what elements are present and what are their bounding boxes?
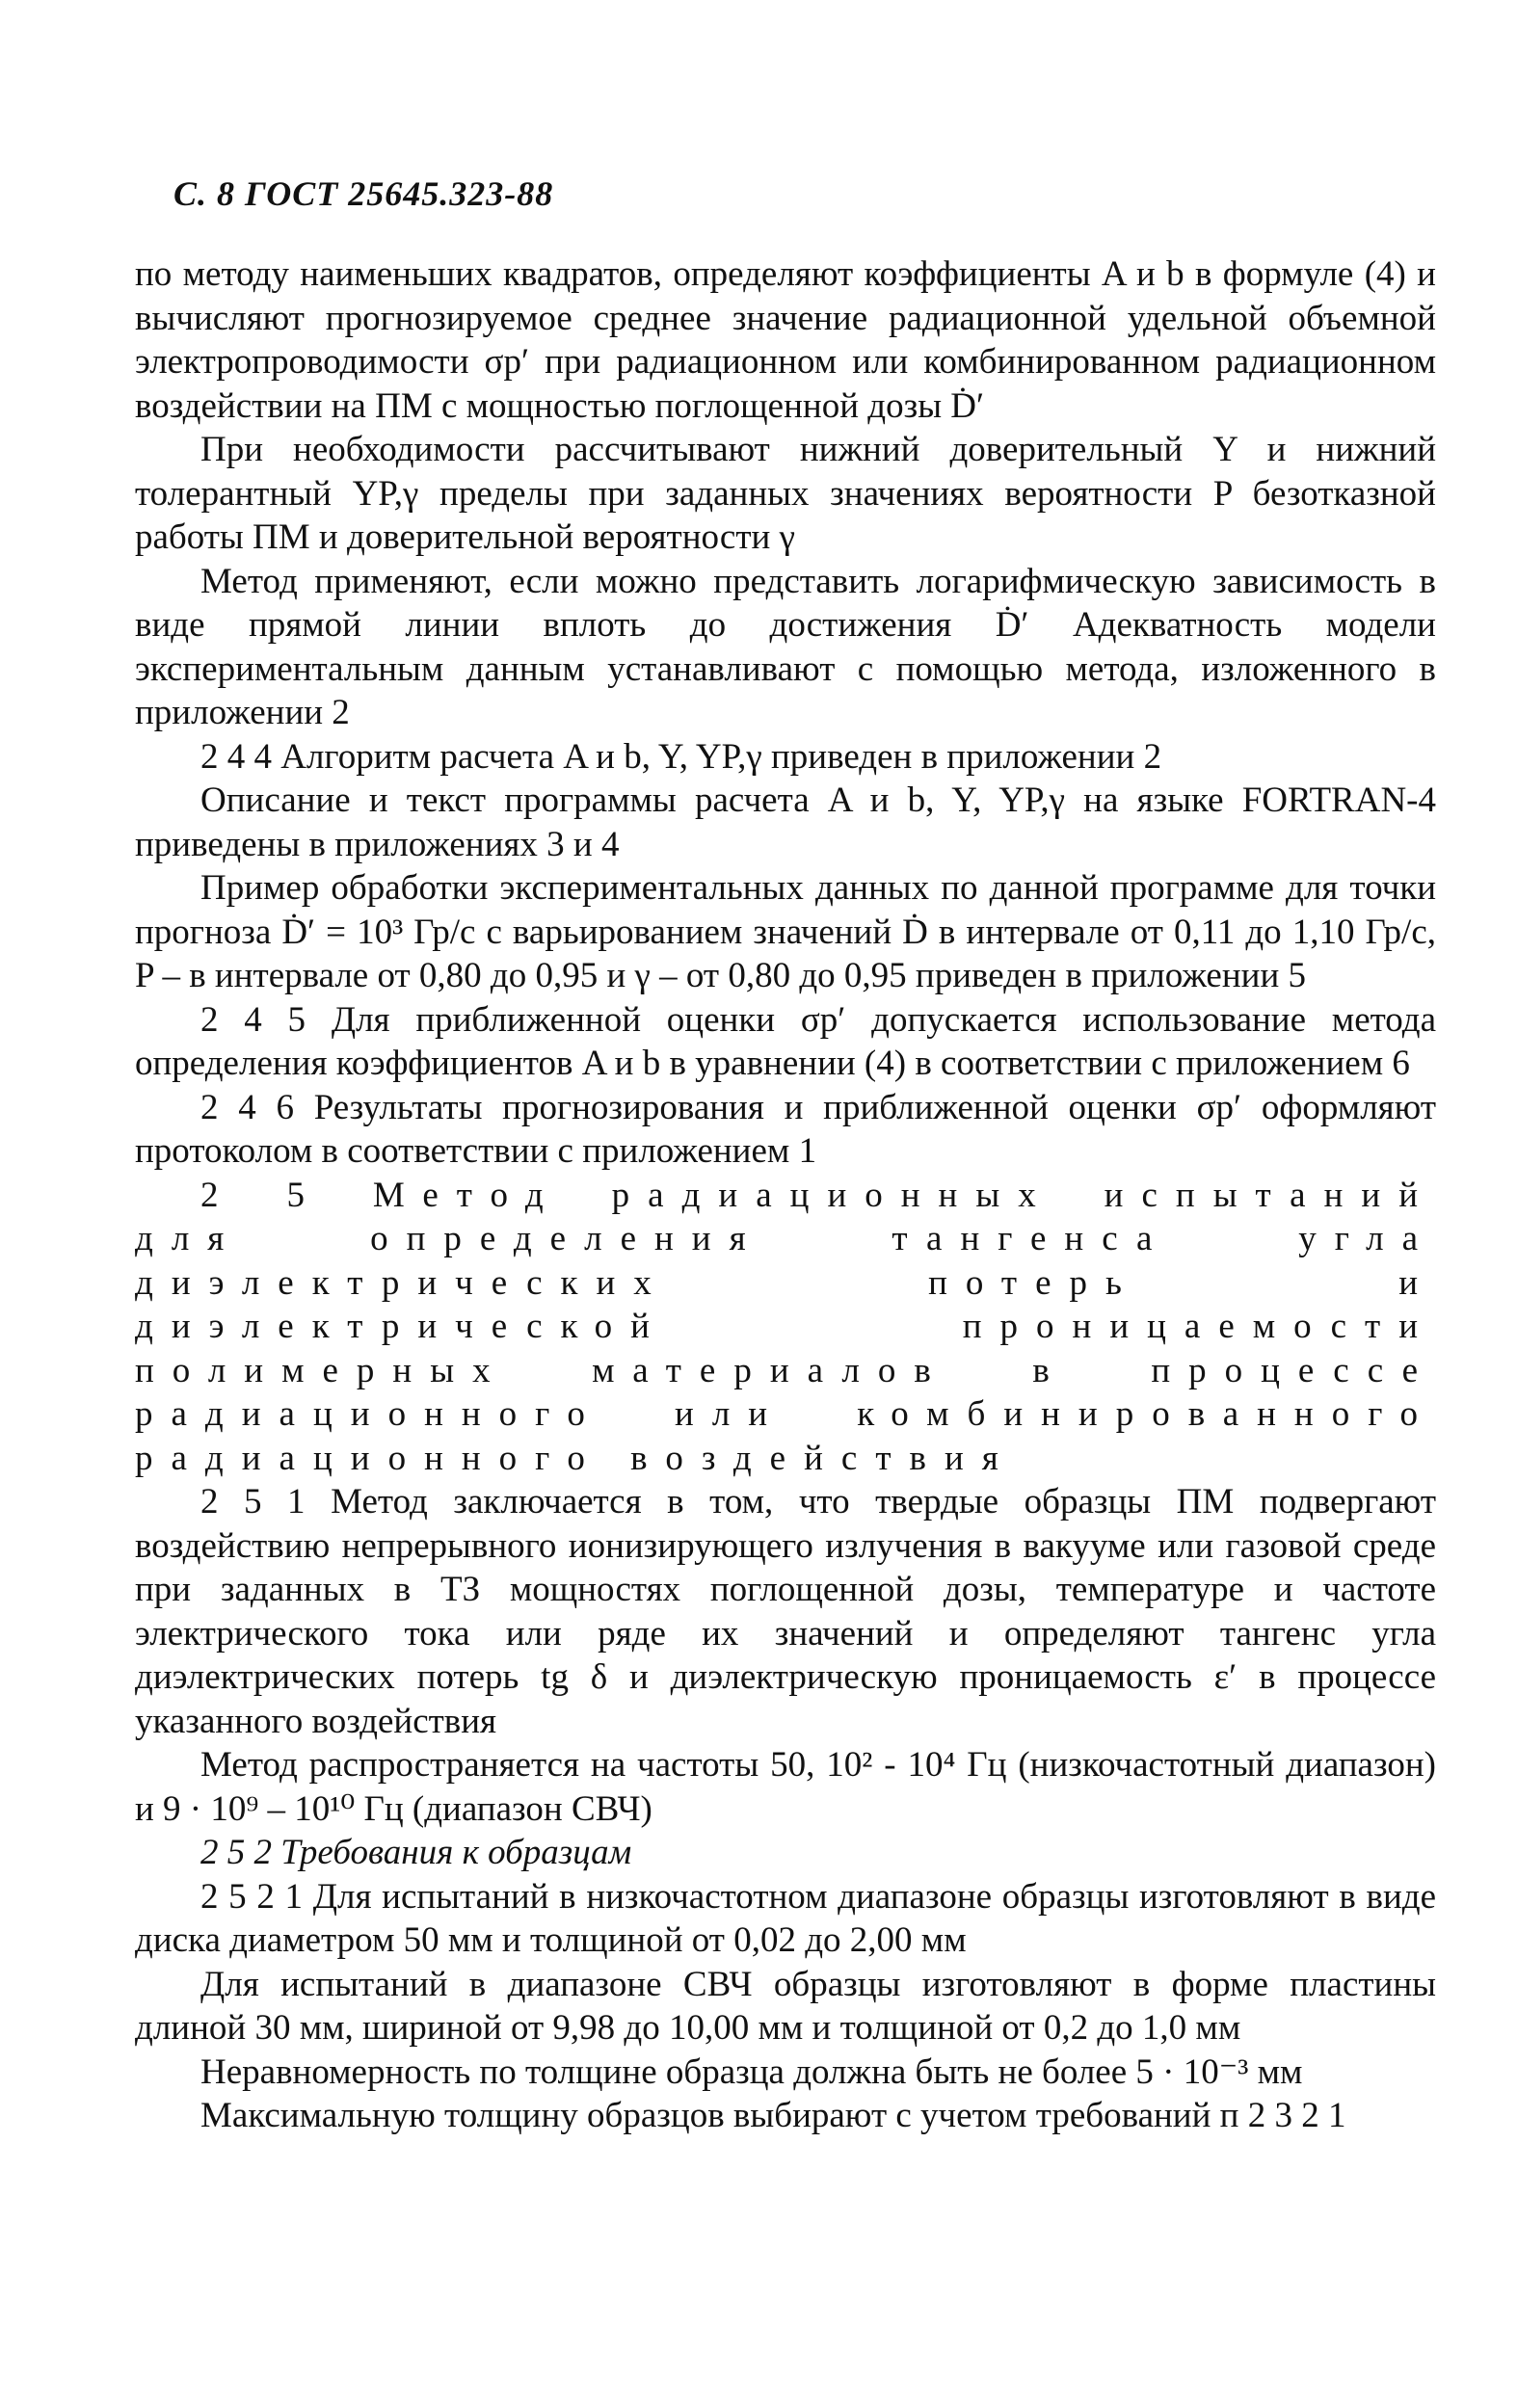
paragraph-p04: 2 4 4 Алгоритм расчета A и b, Y, YP,γ приведен в приложении 2	[200, 736, 1162, 777]
paragraph-p12: 2 5 2 Требования к образцам	[200, 1833, 632, 1872]
paragraph-p02: При необходимости рассчитывают нижний доверительный Y и нижний толерантный YP,γ пределы при заданных значениях вероятности P безотказной работы ПМ и доверительной вероятности γ	[135, 430, 1436, 557]
paragraph-p13: 2 5 2 1 Для испытаний в низкочастотном диапазоне образцы изготовляют в виде диска диаметром 50 мм и толщиной от 0,02 до 2,00 мм	[135, 1876, 1436, 1960]
paragraph-p15: Неравномерность по толщине образца должна быть не более 5 · 10⁻³ мм	[200, 2051, 1303, 2092]
paragraph-p08: 2 4 6 Результаты прогнозирования и приближенной оценки σp′ оформляют протоколом в соответствии с приложением 1	[135, 1087, 1436, 1171]
paragraph-p05: Описание и текст программы расчета A и b, Y, YP,γ на языке FORTRAN-4 приведены в приложениях 3 и 4	[135, 781, 1436, 864]
paragraph-p16: Максимальную толщину образцов выбирают с учетом требований п 2 3 2 1	[200, 2096, 1346, 2135]
paragraph-p14: Для испытаний в диапазоне СВЧ образцы изготовляют в форме пластины длиной 30 мм, шириной от 9,98 до 10,00 мм и толщиной от 0,2 до 1,0 мм	[135, 1964, 1436, 2048]
document-body	[135, 252, 1436, 2138]
paragraph-p06: Пример обработки экспериментальных данных по данной программе для точки прогноза Ḋ′ = 10³ Гр/с с варьированием значений Ḋ в интервале от 0,11 до 1,10 Гр/с, P – в интервале от 0,80 до 0,95 и γ – от 0,80 до 0,95 приведен в приложении 5	[135, 868, 1436, 995]
paragraph-p01: по методу наименьших квадратов, определяют коэффициенты A и b в формуле (4) и вычисляют прогнозируемое среднее значение радиационной удельной объемной электропроводимости σp′ при радиационном или комбинированном радиационном воздействии на ПМ с мощностью поглощенной дозы Ḋ′	[135, 254, 1436, 426]
paragraph-p09: 2 5 Метод радиационных испытаний для определения тангенса угла диэлектрических потерь и диэлектрической проницаемости полимерных материалов в процессе радиационного или комбинированного радиационного воздействия	[135, 1175, 1436, 1478]
paragraph-p11: Метод распространяется на частоты 50, 10² - 10⁴ Гц (низкочастотный диапазон) и 9 · 10⁹ – 10¹⁰ Гц (диапазон СВЧ)	[135, 1745, 1436, 1829]
paragraph-p07: 2 4 5 Для приближенной оценки σp′ допускается использование метода определения коэффициентов A и b в уравнении (4) в соответствии с приложением 6	[135, 999, 1436, 1083]
paragraph-p03: Метод применяют, если можно представить логарифмическую зависимость в виде прямой линии вплоть до достижения Ḋ′ Адекватность модели экспериментальным данным устанавливают с помощью метода, изложенного в приложении 2	[135, 561, 1436, 732]
page-header: С. 8 ГОСТ 25645.323-88	[173, 174, 554, 213]
paragraph-p10: 2 5 1 Метод заключается в том, что твердые образцы ПМ подвергают воздействию непрерывного ионизирующего излучения в вакууме или газовой среде при заданных в ТЗ мощностях поглощенной дозы, температуре и частоте электрического тока или ряде их значений и определяют тангенс угла диэлектрических потерь tg δ и диэлектрическую проницаемость ε′ в процессе указанного воздействия	[135, 1482, 1436, 1741]
